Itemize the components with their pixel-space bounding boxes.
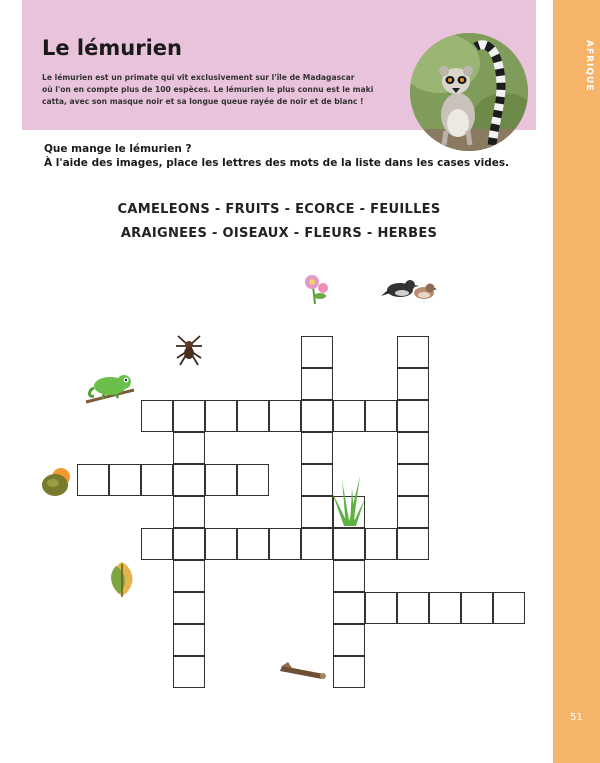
question-line: À l'aide des images, place les lettres des mots de la liste dans les cases vides. xyxy=(44,157,510,169)
crossword-cell[interactable] xyxy=(237,400,269,432)
crossword-cell[interactable] xyxy=(429,592,461,624)
crossword-cell[interactable] xyxy=(109,464,141,496)
crossword-cell[interactable] xyxy=(397,592,429,624)
section-label: AFRIQUE xyxy=(584,40,594,92)
spider-icon xyxy=(174,332,204,370)
word-list-line: ARAIGNEES - OISEAUX - FLEURS - HERBES xyxy=(120,226,438,241)
word-list-line: CAMELEONS - FRUITS - ECORCE - FEUILLES xyxy=(117,202,441,217)
crossword-cell[interactable] xyxy=(141,528,173,560)
crossword-cell[interactable] xyxy=(333,656,365,688)
crossword-cell[interactable] xyxy=(301,432,333,464)
crossword-cell[interactable] xyxy=(205,528,237,560)
crossword-cell[interactable] xyxy=(301,528,333,560)
crossword-cell[interactable] xyxy=(397,432,429,464)
birds-icon xyxy=(380,276,438,308)
crossword-cell[interactable] xyxy=(461,592,493,624)
crossword-cell[interactable] xyxy=(77,464,109,496)
page-number: 51 xyxy=(570,712,583,723)
crossword-cell[interactable] xyxy=(397,528,429,560)
crossword-cell[interactable] xyxy=(365,528,397,560)
crossword-cell[interactable] xyxy=(141,464,173,496)
crossword-cell[interactable] xyxy=(301,336,333,368)
intro-line: Le lémurien est un primate qui vit exclusivement sur l'île de Madagascar xyxy=(42,73,355,82)
bark-icon xyxy=(280,660,328,684)
crossword-cell[interactable] xyxy=(301,368,333,400)
page-title: Le lémurien xyxy=(42,36,182,60)
intro-line: catta, avec son masque noir et sa longue queue rayée de noir et de blanc ! xyxy=(42,97,364,106)
crossword-cell[interactable] xyxy=(173,656,205,688)
crossword-cell[interactable] xyxy=(173,432,205,464)
crossword-cell[interactable] xyxy=(269,528,301,560)
crossword-cell[interactable] xyxy=(173,592,205,624)
crossword-cell[interactable] xyxy=(173,528,205,560)
grass-icon xyxy=(330,474,366,530)
crossword-cell[interactable] xyxy=(365,592,397,624)
crossword-cell[interactable] xyxy=(173,560,205,592)
crossword-cell[interactable] xyxy=(493,592,525,624)
crossword-cell[interactable] xyxy=(237,464,269,496)
crossword-cell[interactable] xyxy=(333,528,365,560)
crossword-cell[interactable] xyxy=(205,464,237,496)
crossword-cell[interactable] xyxy=(141,400,173,432)
intro-line: où l'on en compte plus de 100 espèces. Le lémurien le plus connu est le maki xyxy=(42,85,374,94)
fruit-icon xyxy=(40,466,74,502)
crossword-cell[interactable] xyxy=(269,400,301,432)
crossword-cell[interactable] xyxy=(173,624,205,656)
crossword-cell[interactable] xyxy=(205,400,237,432)
crossword-cell[interactable] xyxy=(333,592,365,624)
crossword-cell[interactable] xyxy=(173,496,205,528)
leaf-icon xyxy=(106,560,138,602)
crossword-cell[interactable] xyxy=(333,624,365,656)
crossword-cell[interactable] xyxy=(397,400,429,432)
question-line: Que mange le lémurien ? xyxy=(44,143,192,155)
crossword-cell[interactable] xyxy=(365,400,397,432)
crossword-cell[interactable] xyxy=(397,336,429,368)
crossword-cell[interactable] xyxy=(237,528,269,560)
crossword-cell[interactable] xyxy=(301,496,333,528)
crossword-cell[interactable] xyxy=(301,464,333,496)
crossword-cell[interactable] xyxy=(397,496,429,528)
crossword-cell[interactable] xyxy=(333,560,365,592)
crossword-cell[interactable] xyxy=(173,400,205,432)
crossword-cell[interactable] xyxy=(173,464,205,496)
crossword-cell[interactable] xyxy=(397,464,429,496)
chameleon-icon xyxy=(84,368,138,408)
crossword-cell[interactable] xyxy=(301,400,333,432)
crossword-cell[interactable] xyxy=(397,368,429,400)
crossword-cell[interactable] xyxy=(333,400,365,432)
flower-icon xyxy=(300,272,330,308)
